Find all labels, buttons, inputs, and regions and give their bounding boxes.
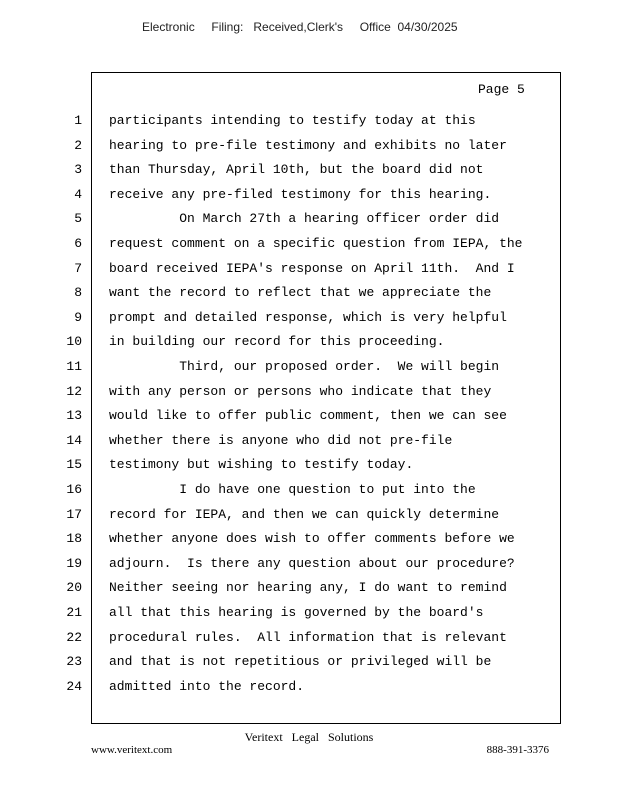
transcript-line: [0, 480, 618, 500]
transcript-line: [0, 406, 618, 426]
transcript-line: [0, 234, 618, 254]
line-text: than Thursday, April 10th, but the board did not: [109, 162, 484, 178]
transcript-line: [0, 283, 618, 303]
line-number: 8: [74, 285, 82, 301]
line-number: 9: [74, 309, 82, 325]
line-number: 11: [66, 359, 82, 374]
line-text: whether anyone does wish to offer comments before we: [109, 531, 515, 547]
line-number: 14: [66, 432, 82, 448]
transcript-line: [0, 160, 618, 180]
footer-website: www.veritext.com: [91, 744, 173, 756]
line-number: 22: [66, 629, 82, 645]
transcript-line: [0, 111, 618, 131]
line-number: 19: [66, 555, 82, 571]
transcript-line: [0, 652, 618, 672]
transcript-line: [0, 259, 618, 279]
line-number: 18: [66, 531, 82, 547]
line-text: Neither seeing nor hearing any, I do want to remind: [109, 580, 507, 596]
line-text: receive any pre-filed testimony for this hearing.: [109, 186, 492, 202]
transcript-line: [0, 136, 618, 156]
line-number: 3: [74, 162, 82, 178]
line-number: 24: [66, 678, 82, 694]
line-number: 12: [66, 383, 82, 399]
transcript-line: [0, 505, 618, 525]
line-number: 1: [74, 113, 82, 128]
line-number: 23: [66, 654, 82, 670]
line-number: 4: [74, 186, 82, 202]
transcript-line: [0, 677, 618, 697]
transcript-line: [0, 578, 618, 598]
transcript-line: [0, 382, 618, 402]
line-text: I do have one question to put into the: [109, 482, 476, 497]
line-text: board received IEPA's response on April 11th. And I: [109, 260, 515, 276]
line-number: 6: [74, 236, 82, 251]
line-text: with any person or persons who indicate that they: [109, 383, 492, 399]
transcript-line: [0, 628, 618, 648]
transcript-line: [0, 431, 618, 451]
line-text: On March 27th a hearing officer order did: [109, 211, 500, 227]
line-text: Third, our proposed order. We will begin: [109, 359, 500, 374]
line-text: participants intending to testify today at this: [109, 113, 476, 128]
transcript-line: [0, 529, 618, 549]
line-number: 20: [66, 580, 82, 596]
transcript-line: [0, 554, 618, 574]
transcript-line: [0, 332, 618, 352]
line-number: 7: [74, 260, 82, 276]
line-text: want the record to reflect that we appreciate the: [109, 285, 492, 301]
transcript-line: [0, 308, 618, 328]
transcript-line: [0, 209, 618, 229]
line-number: 13: [66, 408, 82, 424]
line-text: in building our record for this proceeding.: [109, 334, 445, 350]
transcript-line: [0, 603, 618, 623]
line-text: hearing to pre-file testimony and exhibits no later: [109, 137, 507, 153]
transcript-line: [0, 455, 618, 475]
filing-stamp: Electronic Filing: Received,Clerk's Office 04/30/2025: [142, 20, 458, 34]
line-text: all that this hearing is governed by the board's: [109, 605, 484, 620]
line-text: prompt and detailed response, which is very helpful: [109, 309, 507, 325]
line-number: 21: [66, 605, 82, 620]
line-text: would like to offer public comment, then we can see: [109, 408, 507, 424]
line-number: 2: [74, 137, 82, 153]
transcript-line: [0, 185, 618, 205]
footer-phone: 888-391-3376: [486, 744, 549, 756]
line-text: record for IEPA, and then we can quickly determine: [109, 506, 500, 522]
line-text: procedural rules. All information that is relevant: [109, 629, 507, 645]
line-text: adjourn. Is there any question about our procedure?: [109, 555, 515, 571]
page-number: Page 5: [478, 82, 525, 97]
line-text: testimony but wishing to testify today.: [109, 457, 414, 473]
line-text: and that is not repetitious or privileged will be: [109, 654, 492, 670]
line-number: 5: [74, 211, 82, 227]
transcript-line: [0, 357, 618, 377]
line-text: admitted into the record.: [109, 678, 305, 694]
line-text: request comment on a specific question from IEPA, the: [109, 236, 523, 251]
line-number: 10: [66, 334, 82, 350]
footer-company: Veritext Legal Solutions: [244, 730, 374, 744]
line-number: 15: [66, 457, 82, 473]
line-number: 17: [66, 506, 82, 522]
line-text: whether there is anyone who did not pre-file: [109, 432, 453, 448]
line-number: 16: [66, 482, 82, 497]
